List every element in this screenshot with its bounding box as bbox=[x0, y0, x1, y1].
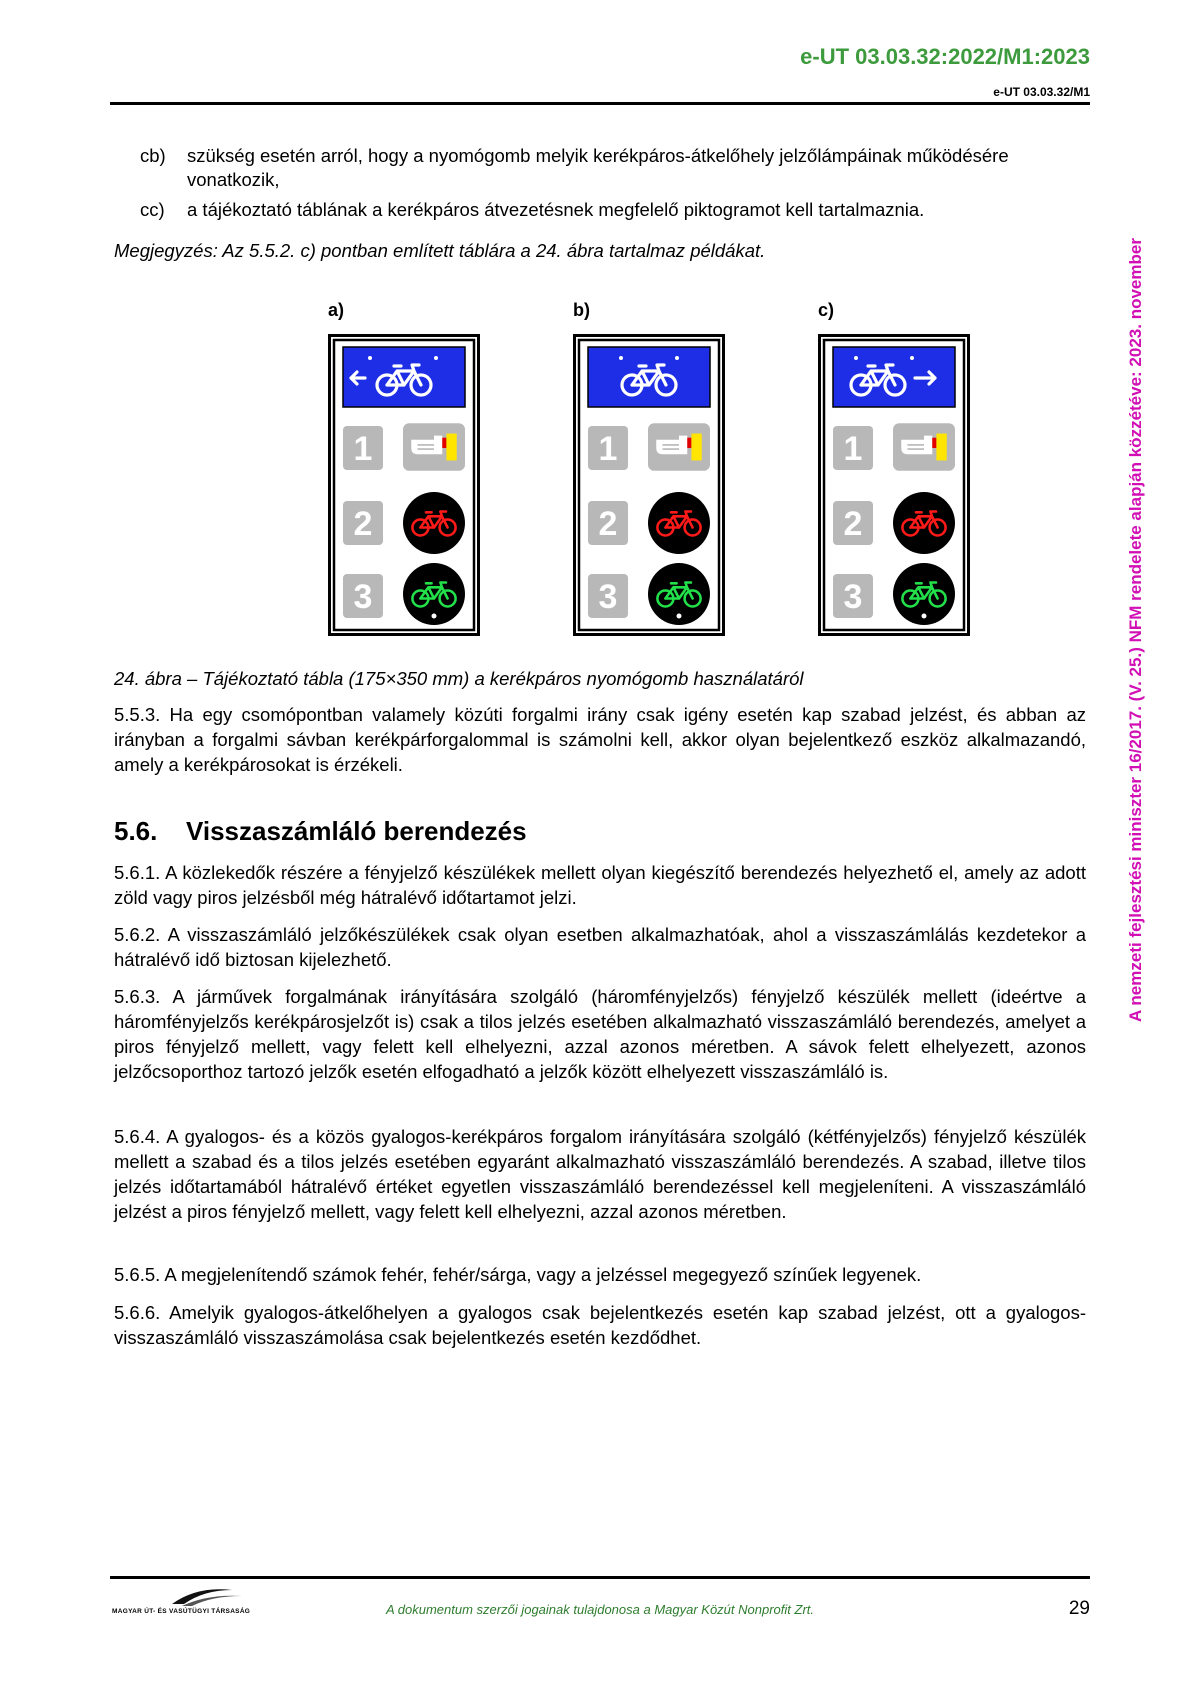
list-item-label: cc) bbox=[140, 199, 165, 220]
row-number: 1 bbox=[598, 430, 618, 468]
paragraph-5-6-6: 5.6.6. Amelyik gyalogos-átkelőhelyen a gyalogos csak bejelentkezés esetén kap szabad jelzést, ott a gyalogos-visszaszámláló visszaszámolása csak bejelentkezés esetén kezdődhet. bbox=[114, 1302, 1086, 1348]
paragraph-5-6-5: 5.6.5. A megjelenítendő számok fehér, fehér/sárga, vagy a jelzéssel megegyező színűek legyenek. bbox=[114, 1264, 922, 1285]
panel-label-a: a) bbox=[328, 300, 345, 320]
page-number: 29 bbox=[1068, 1598, 1090, 1619]
section-number: 5.6. bbox=[114, 816, 158, 846]
list-item bbox=[140, 144, 1100, 192]
paragraph-5-6-3: 5.6.3. A járművek forgalmának irányítására szolgáló (háromfényjelzős) fényjelző készülék mellett (ideértve a háromfényjelzős kerékpárosjelzőt is) csak a tilos jelzés esetében alkalmazható visszaszámláló berendezés, amelyet a piros fényjelző mellett, vagy felett kell elhelyezni, azzal azonos méretben. A sávok felett elhelyezett, azonos jelzőcsoporthoz tartozó jelzők esetén elfogadható a jelzők között elhelyezett visszaszámláló is. bbox=[114, 986, 1086, 1082]
figure-caption: 24. ábra – Tájékoztató tábla (175×350 mm) a kerékpáros nyomógomb használatáról bbox=[114, 668, 804, 689]
row-number: 3 bbox=[598, 578, 618, 616]
push-button-icon bbox=[648, 423, 710, 471]
section-heading bbox=[114, 816, 527, 847]
list-item-text: szükség esetén arról, hogy a nyomógomb melyik kerékpáros-átkelőhely jelzőlámpáinak működésére vonatkozik, bbox=[187, 145, 1009, 190]
copyright-notice: A dokumentum szerzői jogainak tulajdonosa a Magyar Közút Nonprofit Zrt. bbox=[385, 1602, 814, 1617]
push-button-icon bbox=[893, 423, 955, 471]
paragraph-5-6-1: 5.6.1. A közlekedők részére a fényjelző készülékek mellett olyan kiegészítő berendezés helyezhető el, amely az adott zöld vagy piros jelzésből még hátralévő időtartamot jelzi. bbox=[114, 862, 1086, 908]
publication-side-note: A nemzeti fejlesztési miniszter 16/2017. (V. 25.) NFM rendelete alapján közzétéve: 2023. november bbox=[1126, 238, 1145, 1022]
row-number: 1 bbox=[843, 430, 863, 468]
row-number: 3 bbox=[353, 578, 373, 616]
panel-label-c: c) bbox=[818, 300, 835, 320]
note: Megjegyzés: Az 5.5.2. c) pontban említett táblára a 24. ábra tartalmaz példákat. bbox=[114, 240, 766, 261]
row-number: 2 bbox=[353, 505, 373, 543]
list-item-label: cb) bbox=[140, 145, 166, 166]
header-rule bbox=[110, 102, 1090, 105]
list-item-text: a tájékoztató táblának a kerékpáros átvezetésnek megfelelő piktogramot kell tartalmaznia. bbox=[187, 199, 925, 220]
paragraph-5-5-3: 5.5.3. Ha egy csomópontban valamely közúti forgalmi irány csak igény esetén kap szabad jelzést, és abban az irányban a forgalmi sávban kerékpárforgalommal is számolni kell, akkor olyan bejelentkező eszköz alkalmazandó, amely a kerékpárosokat is érzékeli. bbox=[114, 704, 1086, 775]
list-item bbox=[140, 198, 1100, 222]
footer-rule bbox=[110, 1576, 1090, 1579]
document-code-short: e-UT 03.03.32/M1 bbox=[993, 85, 1090, 99]
paragraph-5-6-2: 5.6.2. A visszaszámláló jelzőkészülékek csak olyan esetben alkalmazhatóak, ahol a visszaszámlálás kezdetekor a hátralévő idő biztosan kijelezhető. bbox=[114, 924, 1086, 970]
panel-label-b: b) bbox=[573, 300, 590, 320]
row-number: 2 bbox=[598, 505, 618, 543]
list-items bbox=[140, 144, 1100, 228]
sign-panel-c bbox=[818, 334, 970, 636]
paragraph-5-6-4: 5.6.4. A gyalogos- és a közös gyalogos-kerékpáros forgalom irányítására szolgáló (kétfényjelzős) fényjelző készülék mellett a szabad és a tilos jelzés esetében egyaránt alkalmazható visszaszámláló berendezés. A szabad, illetve tilos jelzés időtartamából hátralévő értéket egyetlen visszaszámláló berendezéssel kell megjeleníteni. A visszaszámláló jelzést a piros fényjelző mellett, vagy felett kell elhelyezni, azzal azonos méretben. bbox=[114, 1126, 1086, 1222]
row-number: 1 bbox=[353, 430, 373, 468]
publisher-logo bbox=[112, 1584, 262, 1620]
sign-panel-b bbox=[573, 334, 725, 636]
row-number: 3 bbox=[843, 578, 863, 616]
section-title: Visszaszámláló berendezés bbox=[186, 816, 527, 846]
push-button-icon bbox=[403, 423, 465, 471]
row-number: 2 bbox=[843, 505, 863, 543]
document-code: e-UT 03.03.32:2022/M1:2023 bbox=[800, 44, 1090, 69]
swoosh-logo-icon bbox=[112, 1584, 262, 1608]
sign-panel-a bbox=[328, 334, 480, 636]
logo-text: MAGYAR ÚT- ÉS VASÚTÜGYI TÁRSASÁG bbox=[112, 1608, 251, 1615]
